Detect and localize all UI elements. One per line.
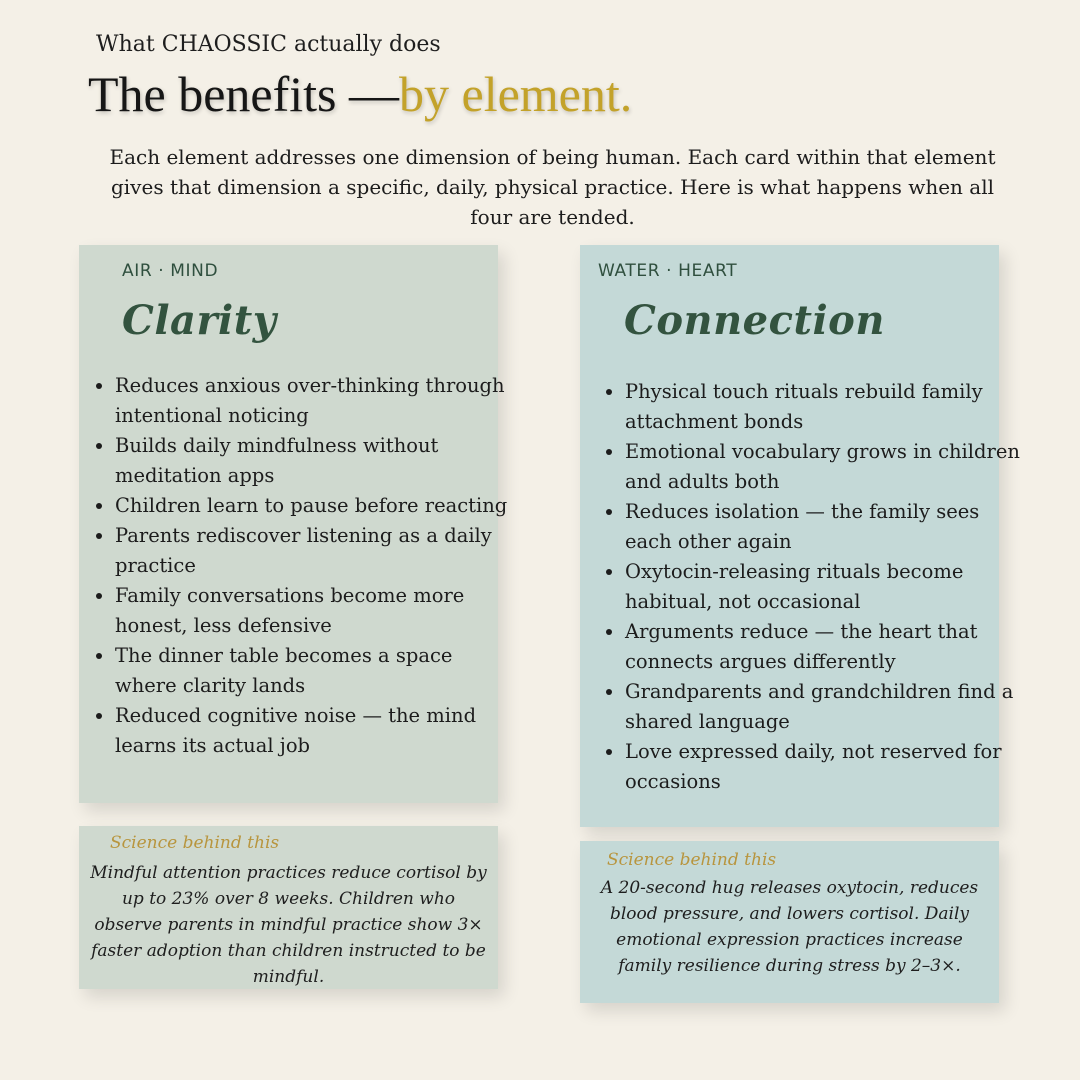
air-benefits-card — [79, 245, 508, 803]
list-item: • Grandparents and grandchildren find a shared language — [625, 677, 1027, 737]
air-science-card — [79, 826, 498, 989]
list-item: • Reduces isolation — the family sees each other again — [625, 497, 1027, 557]
air-kicker: AIR · MIND — [122, 261, 219, 281]
eyebrow-text: What CHAOSSIC actually does — [96, 32, 441, 57]
air-science-label: Science behind this — [110, 833, 280, 853]
list-item: • Oxytocin-releasing rituals become habitual, not occasional — [625, 557, 1027, 617]
list-item: • Parents rediscover listening as a daily practice — [115, 521, 520, 581]
list-item: • Reduced cognitive noise — the mind learns its actual job — [115, 701, 520, 761]
air-science-text: Mindful attention practices reduce cortisol by up to 23% over 8 weeks. Children who observe parents in mindful practice show 3× faster adoption than children instructed to be mindful. — [90, 863, 487, 987]
intro-paragraph: Each element addresses one dimension of being human. Each card within that element gives that dimension a specific, daily, physical practice. Here is what happens when all four are tended. — [109, 145, 996, 229]
list-item: • Builds daily mindfulness without meditation apps — [115, 431, 520, 491]
list-item: • Physical touch rituals rebuild family attachment bonds — [625, 377, 1027, 437]
title-accent: by element. — [399, 66, 633, 122]
water-benefits-card — [580, 245, 1020, 827]
water-science-text: A 20-second hug releases oxytocin, reduces blood pressure, and lowers cortisol. Daily emotional expression practices increase family resilience during stress by 2–3×. — [600, 878, 979, 976]
water-kicker: WATER · HEART — [598, 261, 738, 281]
list-item: • Emotional vocabulary grows in children and adults both — [625, 437, 1027, 497]
list-item: • Reduces anxious over-thinking through intentional noticing — [115, 371, 520, 431]
water-science-card — [580, 841, 999, 1003]
list-item: • Children learn to pause before reacting — [115, 491, 520, 521]
air-benefits-list — [79, 371, 520, 761]
list-item: • Arguments reduce — the heart that connects argues differently — [625, 617, 1027, 677]
list-item: • The dinner table becomes a space where clarity lands — [115, 641, 520, 701]
title-main: The benefits — — [88, 66, 400, 122]
water-benefits-list — [589, 377, 1027, 797]
water-heading: Connection — [624, 297, 885, 344]
water-science-label: Science behind this — [607, 850, 777, 870]
air-heading: Clarity — [122, 297, 277, 344]
page-title — [88, 64, 632, 124]
list-item: • Love expressed daily, not reserved for occasions — [625, 737, 1027, 797]
list-item: • Family conversations become more honest, less defensive — [115, 581, 520, 641]
